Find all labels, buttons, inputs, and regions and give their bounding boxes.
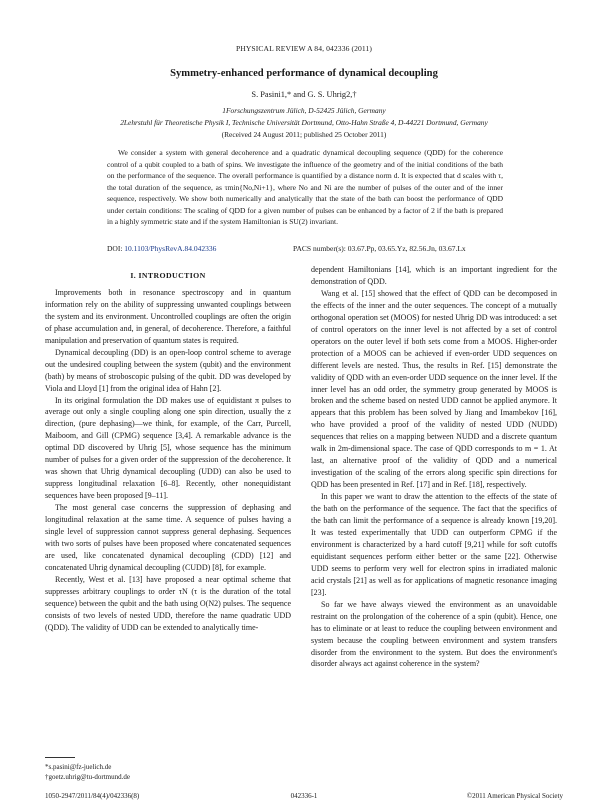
left-column [45, 264, 291, 634]
section-heading: I. INTRODUCTION [130, 271, 206, 280]
author-list: S. Pasini1,* and G. S. Uhrig2,† [251, 90, 357, 99]
received-date: (Received 24 August 2011; published 25 October 2011) [221, 130, 387, 139]
paragraph: Recently, West et al. [13] have proposed a near optimal scheme that suppresses arbitrary couplings to order τN (τ is the duration of the total sequence) between the qubit and the bath using O(N2) pulses. The sequence consists of two levels of nested UDD, therefore the name quadratic UDD (QDD). The validity of UDD can be extended to analytically time- [45, 574, 291, 632]
affiliation-2: 2Lehrstuhl für Theoretische Physik I, Technische Universität Dortmund, Otto-Hahn Straße 4, D-44221 Dortmund, Germany [120, 118, 488, 127]
paragraph: In this paper we want to draw the attention to the effects of the state of the bath on the performance of the sequence. The fact that the specifics of the bath can limit the performance of a sequence is already known [19,20]. It was tested experimentally that UDD can outperform CPMG if the environment is characterized by a hard cutoff [9,21] while for soft cutoffs equidistant sequences perform either better or the same [22]. Otherwise UDD seems to perform very well for electron spins in irradiated malonic acid crystals [21] as well as for applications of magnetic resonance imaging [23]. [311, 492, 557, 597]
doi-link[interactable]: 10.1103/PhysRevA.84.042336 [124, 244, 217, 253]
running-head: PHYSICAL REVIEW A 84, 042336 (2011) [235, 44, 373, 53]
footnote-email-1[interactable]: *s.pasini@fz-juelich.de [45, 763, 112, 771]
abstract-text: We consider a system with general decoherence and a quadratic dynamical decoupling sequence (QDD) for the coherence control of a qubit coupled to a bath of spins. We investigate the influence of the geometry and of the initial conditions of the bath on the performance of the sequence. The overall performance is quantified by a distance norm d. It is expected that d scales with τ, the total duration of the sequence, as τmin{No,Ni+1}, where No and Ni are the number of pulses of the outer and of the inner sequence, respectively. We show both numerically and analytically that the state of the bath can boost the performance of QDD under certain conditions: The scaling of QDD for a given number of pulses can be enhanced by a factor of 2 if the bath is prepared in a highly symmetric state and if the system Hamiltonian is SU(2) invariant. [107, 148, 503, 226]
paragraph: Dynamical decoupling (DD) is an open-loop control scheme to average out the undesired coupling between the system (qubit) and the environment (bath) by means of stroboscopic pulsing of the qubit. DD was developed by Viola and Lloyd [1] from the original idea of Hahn [2]. [45, 347, 291, 393]
paragraph: dependent Hamiltonians [14], which is an important ingredient for the demonstration of QDD. [311, 265, 557, 286]
paper-title: Symmetry-enhanced performance of dynamical decoupling [170, 68, 438, 79]
footnote-divider [45, 757, 75, 758]
doi-label: DOI: [107, 244, 123, 253]
page-footer [45, 792, 563, 800]
footer-issn: 1050-2947/2011/84(4)/042336(8) [45, 792, 140, 800]
page-number: 042336-1 [290, 792, 318, 800]
paragraph: The most general case concerns the suppression of dephasing and longitudinal relaxation at the same time. A sequence of pulses having a single level of suppression cannot suppress general dephasing. Sequences with two sorts of pulses have been proposed where concatenated sequences are used, like concatenated dynamical decoupling (CDD) [12] and concatenated Uhrig dynamical decoupling (CUDD) [8], for example. [45, 503, 291, 572]
paragraph: In its original formulation the DD makes use of equidistant π pulses to average out only a single coupling along one spin direction, usually the z direction, (pure dephasing)—we think, for example, of the Carr, Purcell, Maiboom, and Gill (CPMG) sequence [3,4]. A remarkable advance is the optimal DD discovered by Uhrig [5], whose sequence has the minimum number of pulses for a given order of the suppression of the decoherence. It was shown that Uhrig dynamical decoupling (UDD) can also be used to suppress longitudinal relaxation [6–8]. Recently, other nonequidistant sequences have been proposed [9–11]. [45, 395, 291, 501]
doi-line [107, 244, 503, 253]
paragraph: Wang et al. [15] showed that the effect of QDD can be decomposed in the effects of the inner and the outer sequences. The concept of a mutually orthogonal operation set (MOOS) for nested Uhrig DD was introduced: a set of control operators on the inner level is not affected by a set of control operators on the outer level if both sets come from a MOOS. Higher-order protection of a MOOS can be achieved if even-order UDD sequences on different levels are nested. Thus, the results in Ref. [15] demonstrate the validity of QDD with an even-order UDD sequence on the inner level. If the inner level has an odd order, the symmetry group generated by MOOS is broken and the scheme based on nested UDD cannot be applied anymore. It appears that this problem has been solved by Jiang and Imambekov [16], who have provided a proof of the validity of nested UDD (NUDD) sequences that relies on a mapping between NUDD and a discrete quantum walk in 2m-dimensional space. The case of QDD corresponds to m = 1. At last, an alternative proof of the validity of QDD and a numerical investigation of the scaling of the errors along specific spin directions for QDD has been presented in Ref. [17] and in Ref. [18], respectively. [311, 288, 557, 490]
affiliation-1: 1Forschungszentrum Jülich, D-52425 Jülich, Germany [222, 106, 386, 115]
paragraph: So far we have always viewed the environment as an unavoidable restraint on the prolongation of the coherence of a spin (qubit). Hence, one has to eliminate or at least to reduce the coupling between environment and system because the coupling between environment and system transfers disorder from the environment to the system. But does the environment's disorder always act against coherence in the system? [311, 599, 557, 669]
abstract [107, 147, 503, 228]
pacs-numbers: PACS number(s): 03.67.Pp, 03.65.Yz, 82.56.Jn, 03.67.Lx [293, 244, 466, 253]
footer-copyright: ©2011 American Physical Society [466, 792, 563, 800]
footnote-email-2[interactable]: †goetz.uhrig@tu-dortmund.de [45, 773, 130, 781]
right-column [311, 264, 557, 670]
footnotes [45, 762, 291, 782]
paragraph: Improvements both in resonance spectroscopy and in quantum information rely on the ability of suppressing unwanted couplings between the system and its environment. Uncontrolled couplings are often the origin of phase accumulation and, in general, of decoherence. Therefore, a faithful manipulation and preservation of quantum states is required. [45, 287, 291, 345]
